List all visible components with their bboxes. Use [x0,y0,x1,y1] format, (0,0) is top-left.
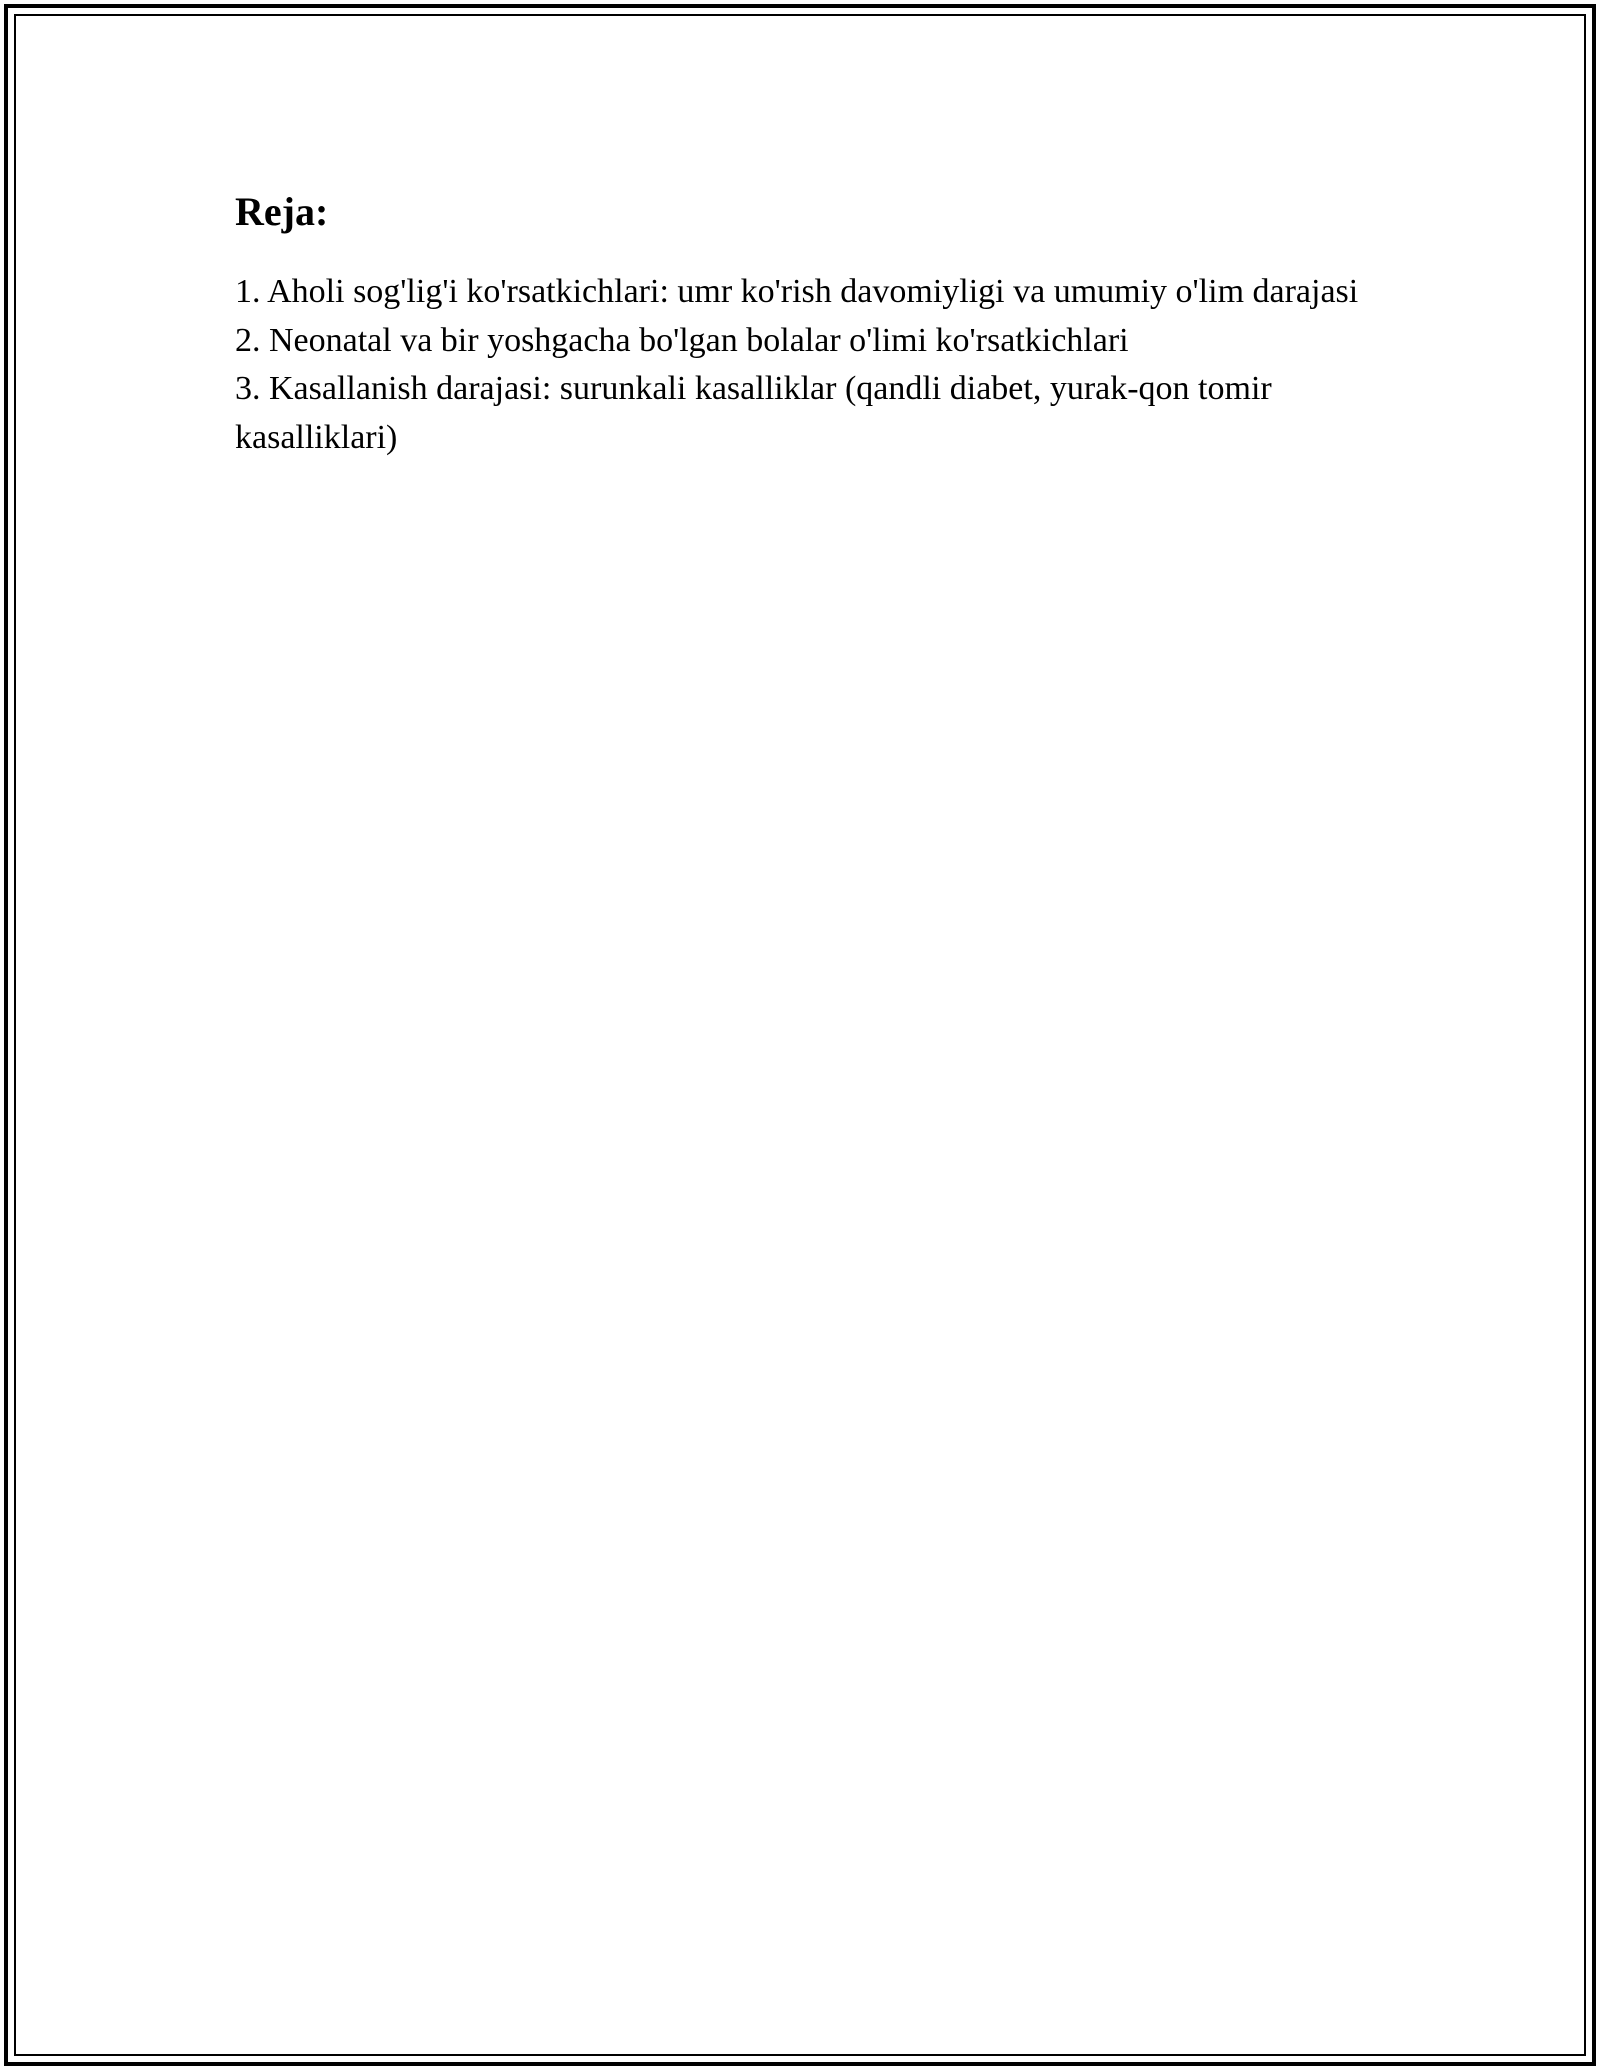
plan-item-1: 1. Aholi sog'lig'i ko'rsatkichlari: umr ko'rish davomiyligi va umumiy o'lim darajasi [235,273,1359,310]
page-content [235,186,1415,462]
plan-list [235,268,1415,462]
plan-item-3: 3. Kasallanish darajasi: surunkali kasalliklar (qandli diabet, yurak-qon tomir kasalliklari) [235,370,1272,456]
plan-item-2: 2. Neonatal va bir yoshgacha bo'lgan bolalar o'limi ko'rsatkichlari [235,321,1129,359]
page-title: Reja: [235,189,329,234]
